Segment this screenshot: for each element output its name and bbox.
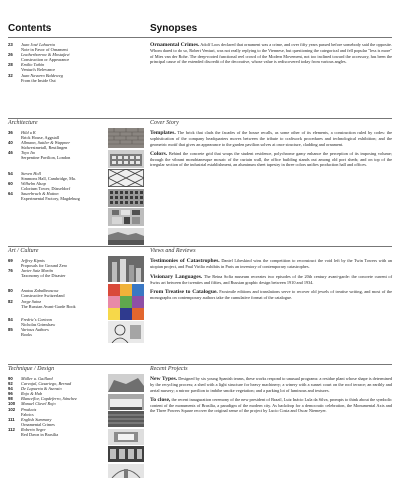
avant-garde-color-thumbnail[interactable] (108, 284, 144, 320)
section-label-architecture: Architecture (8, 120, 38, 126)
toc-technique (8, 376, 106, 437)
toc-entry[interactable]: 84 Fredric's Cartoon Nicholas Grimshaw (8, 316, 56, 327)
toc-intro (8, 42, 106, 83)
toc-entry[interactable]: 26 Leatherbarrow & Mostafavi Construction or Appearance (8, 52, 70, 63)
toc-entry[interactable]: 82 Jorge Sainz The Russian Avant-Garde Book (8, 298, 76, 309)
toc-art-culture (8, 258, 106, 337)
toc-entry[interactable]: 64 Sauerbruch & Hutton Experimental Factory, Magdeburg (8, 190, 80, 202)
factory-thumbnail[interactable] (108, 228, 144, 245)
cartoon-thumbnail[interactable] (108, 321, 144, 343)
toc-entry[interactable]: 76 Javier Saiz Martín Taxonomy of the Disaster (8, 268, 66, 279)
toc-entry[interactable]: 102 Products Fabrics (8, 406, 37, 417)
toc-entry[interactable]: 111 English Summary Ornamental Crimes (8, 416, 55, 427)
section-label-cover: Cover Story (150, 120, 179, 126)
synopsis-views: Testimonies of Catastrophes. Daniel Libeskind wins the competition to reconstruct the void left by the Twin Towers with an utopian project, and Paul Virilio exhibits in Paris an inventory of contemporary catastrophes. Visionary Languages. The Reina Sofía museum recreates two episodes of the 20th century avant-garde: the concrete current of Swiss art between the twenties and fifties, and Russian graphic design between 1910 and 1934. From Treatise to Catalogue. Facsimile editions and translations serve to recover old jewels of treatise writing, and most of the monographs on contemporary authors take the cumulative format of the catalogue. (150, 258, 392, 301)
thumbs-art-culture (108, 256, 144, 345)
synopsis-ornamental: Ornamental Crimes. Adolf Loos declared that ornament was a crime, and over fifty years passed before somebody said the opposite. Whom dared to do so, Robert Venturi, was not really replying to the Viennese, but questioning the categorical and fell popular "less is more" of Mies van der Rohe. The deep-rooted functional reel crowd of the Modern Movement, not too inclined toward the accessory, has been the principal cause of the extended discredit of the decorative, whose value is rediscovered today from various angles. (150, 42, 392, 64)
toc-entry[interactable]: 40 Allmann, Sattler & Wappner Südwestmetall, Reutlingen (8, 140, 71, 151)
toc-entry[interactable]: 28 Emilio Tuñón Venturi's Relevance (8, 62, 56, 73)
residence-grid-thumbnail[interactable] (108, 189, 144, 207)
synopsis-lead: Testimonies of Catastrophes. (150, 258, 220, 264)
pavilion-mirror-thumbnail[interactable] (108, 429, 144, 445)
recycling-plant-thumbnail[interactable] (108, 374, 144, 392)
section-label-views: Views and Reviews (150, 248, 196, 254)
synopses-heading: Synopses (150, 23, 198, 34)
synopsis-lead: Colors. (150, 150, 168, 157)
section-rule (8, 364, 392, 365)
contents-heading: Contents (8, 23, 52, 34)
toc-entry[interactable]: 69 Jeffrey Kipnis Proposals for Ground Zero (8, 258, 68, 269)
toc-entry[interactable]: 112 Roberto Segre Red Dawn in Brasília (8, 426, 59, 438)
synopsis-lead: To close, (150, 396, 171, 403)
header-rule (8, 37, 392, 38)
synopsis-cover: Templates. The brick that clads the facades of the house recalls, as some other of its elements, a construction ruled by codes: the sophistication of the company headquarters moves between the tribute to craftwork procedures and technological exhibition; and the geometric motif that gives an appearance to the garden pavilion solves at once structure, cladding and ornament. Colors. Behind the concrete grid that wraps the student residence, polychrome gamy enhance the perception of its imposing volume; through the vibrant mondrianesque mosaic of the curtain wall, the office building stands out among old port sheds; and on top of the irregular section of the industrial establishment, an aluminum sheet tapestry in three colors unifies production hall and offices. (150, 130, 392, 168)
toc-entry[interactable]: 100 Manuel Clavel Rojo (8, 401, 56, 407)
toc-entry[interactable]: 60 Wilhelm Alsop Colorium Tower, Düsseldorf (8, 180, 71, 191)
toc-architecture (8, 130, 106, 201)
office-building-thumbnail[interactable] (108, 150, 144, 168)
pavilion-pattern-thumbnail[interactable] (108, 169, 144, 187)
synopsis-lead: Templates. (150, 130, 176, 136)
toc-entry[interactable]: 98 Blanceflor, Capdeferro, Sánchez (8, 396, 77, 402)
synopsis-lead: New Types. (150, 376, 178, 382)
section-label-technique: Technique / Design (8, 366, 55, 372)
ground-zero-thumbnail[interactable] (108, 256, 144, 282)
toc-entry[interactable]: 96 Rojo & Hub (8, 391, 43, 397)
toc-entry[interactable]: 36 Hild u K Brick House, Aggstall (8, 130, 60, 141)
section-rule (8, 246, 392, 247)
synopsis-lead: Visionary Languages. (150, 273, 203, 280)
parking-thumbnail[interactable] (108, 446, 144, 462)
winery-thumbnail[interactable] (108, 394, 144, 410)
section-rule (8, 118, 392, 119)
toc-entry[interactable]: 46 Toyo Ito Serpentine Pavilion, London (8, 150, 71, 161)
toc-entry[interactable]: 23 Juan José Lahuerta Note in Favor of Ornament (8, 42, 68, 53)
toc-entry[interactable]: 85 Various Authors Books (8, 326, 49, 338)
tower-mosaic-thumbnail[interactable] (108, 208, 144, 226)
toc-entry[interactable]: 90 Müller u. Gaillard (8, 376, 53, 381)
synopsis-lead: From Treatise to Catalogue. (150, 289, 218, 296)
brick-facade-thumbnail[interactable] (108, 128, 144, 148)
section-label-recent: Recent Projects (150, 366, 188, 372)
brasilia-thumbnail[interactable] (108, 464, 144, 478)
toc-entry[interactable]: 32 Juan Navarro Baldeweg From the Inside Out (8, 72, 63, 83)
synopsis-recent: New Types. Designed by six young Spanish teams, these works respond to unusual programs: a residue plant whose shape is determined by the recycling process; a shed with a light structure for heavy machinery; a winery with a sunset court on the roof terrace; an earthly and aerial nursery; a mirror pavilion to imbibe smoke vegetation; and a parking lot of luminous and textures. To close, the recent inauguration ceremony of the new president of Brazil, Luiz Inácio Lula da Silva, prompts to think about the symbolic content of the monuments of Brasília, a paradigm of the modern city. As backdrop for a democratic celebration, the Monumental Axis and the Three Powers Square recover the original sense of the project by Lucio Costa and Oscar Niemeyer. (150, 376, 393, 414)
nursery-thumbnail[interactable] (108, 411, 144, 427)
toc-entry[interactable]: 80 Anatxu Zabalbeascoa Constructive Switzerland (8, 288, 65, 299)
thumbs-architecture (108, 128, 144, 246)
toc-entry[interactable]: 54 Steven Holl Simmons Hall, Cambridge, Ma. (8, 170, 76, 181)
toc-entry[interactable]: 94 De Lapuerta & Asensio (8, 386, 62, 392)
thumbs-technique (108, 374, 144, 479)
section-label-art-culture: Art / Culture (8, 248, 39, 254)
synopsis-lead: Ornamental Crimes. (150, 42, 200, 48)
toc-entry[interactable]: 92 Carvajal, Casariego, Bernad (8, 381, 72, 387)
